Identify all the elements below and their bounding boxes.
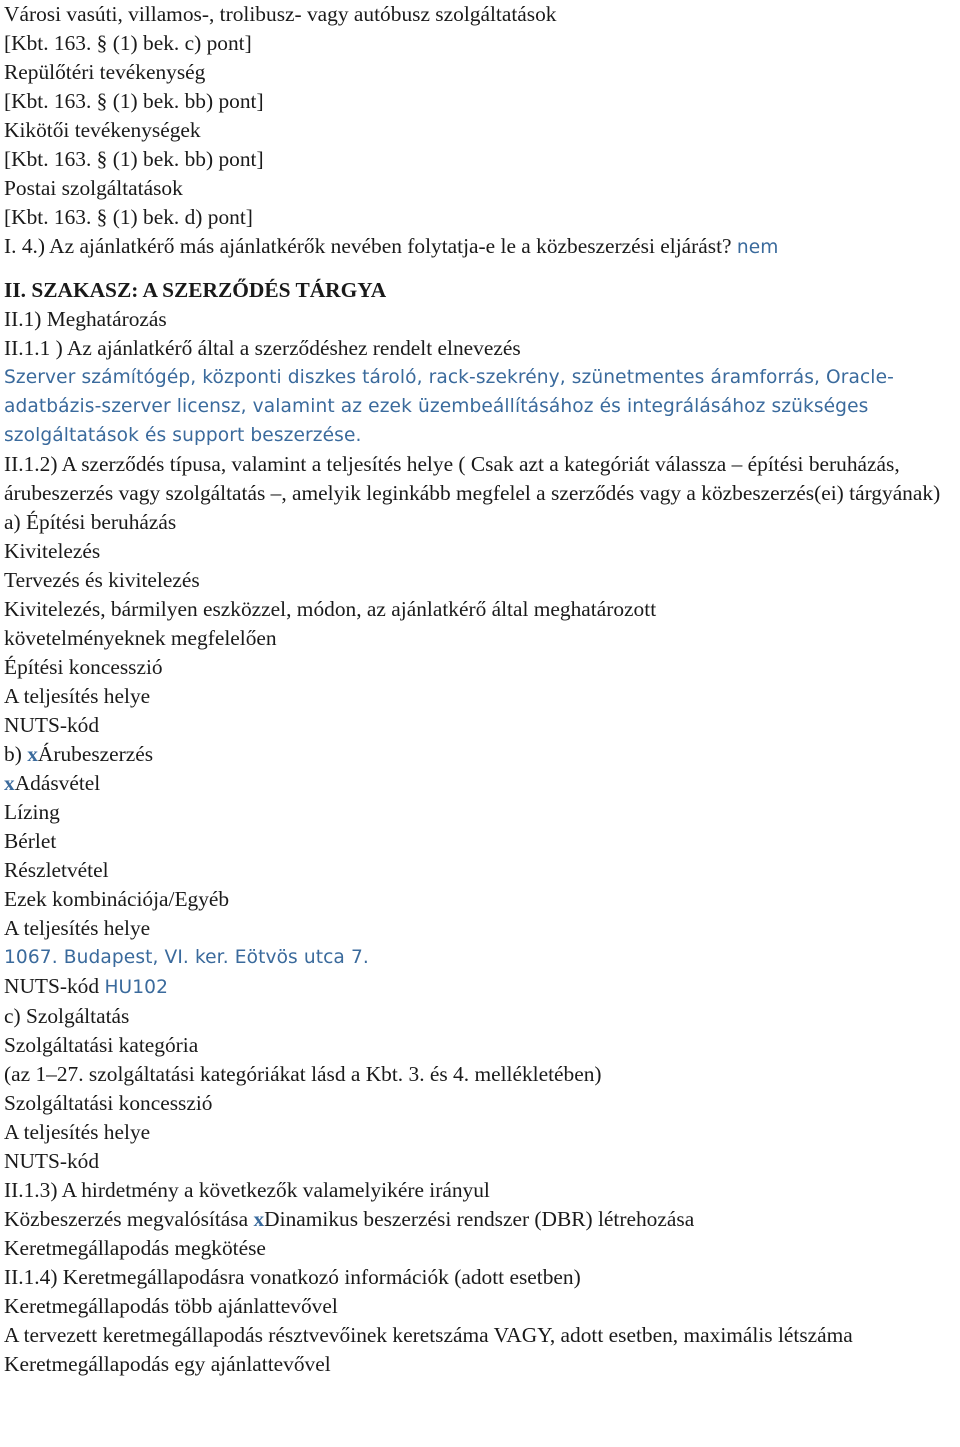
section-heading: II. SZAKASZ: A SZERZŐDÉS TÁRGYA (4, 278, 387, 302)
text-line: (az 1–27. szolgáltatási kategóriákat lásd a Kbt. 3. és 4. mellékletében) (4, 1062, 602, 1086)
option-item: Ezek kombinációja/Egyéb (4, 887, 230, 911)
field-label: II.1.1 ) Az ajánlatkérő által a szerződéshez rendelt elnevezés (4, 336, 521, 360)
option-item: Részletvétel (4, 858, 109, 882)
option-label: Adásvétel (14, 771, 101, 795)
option-item: Kivitelezés, bármilyen eszközzel, módon, az ajánlatkérő által meghatározott (4, 597, 657, 621)
option-item: Keretmegállapodás egy ajánlattevővel (4, 1352, 331, 1376)
text-line: [Kbt. 163. § (1) bek. c) pont] (4, 31, 252, 55)
field-label: II.1.2) A szerződés típusa, valamint a teljesítés helye ( Csak azt a kategóriát válassza – építési beruházás, árubeszerzés vagy szolgáltatás –, amelyik leginkább megfelel a szerződés vagy a közbeszerzés(ei) tárgyának) (4, 452, 941, 505)
option-item: Kivitelezés (4, 539, 101, 563)
text-line: Városi vasúti, villamos-, trolibusz- vagy autóbusz szolgáltatások (4, 2, 557, 26)
text-line: [Kbt. 163. § (1) bek. d) pont] (4, 205, 253, 229)
field-label: Szolgáltatási kategória (4, 1033, 199, 1057)
check-mark: x (253, 1207, 265, 1231)
answer-value: nem (736, 237, 779, 258)
question-text: I. 4.) Az ajánlatkérő más ajánlatkérők nevében folytatja-e le a közbeszerzési eljárást? (4, 234, 732, 258)
field-label: NUTS-kód (4, 974, 100, 998)
field-label: A teljesítés helye (4, 684, 151, 708)
text-line: [Kbt. 163. § (1) bek. bb) pont] (4, 89, 264, 113)
option-item: Lízing (4, 800, 60, 824)
text-line: [Kbt. 163. § (1) bek. bb) pont] (4, 147, 264, 171)
option-heading (4, 740, 956, 769)
option-item: Keretmegállapodás több ajánlattevővel (4, 1294, 338, 1318)
address-value: 1067. Budapest, VI. ker. Eötvös utca 7. (4, 947, 369, 968)
text-line: A tervezett keretmegállapodás résztvevőinek keretszáma VAGY, adott esetben, maximális létszáma (4, 1323, 853, 1347)
option-item: követelményeknek megfelelően (4, 626, 277, 650)
option-item: Építési koncesszió (4, 655, 163, 679)
field-label: A teljesítés helye (4, 1120, 151, 1144)
option-heading: a) Építési beruházás (4, 510, 177, 534)
field-label: NUTS-kód (4, 713, 100, 737)
nuts-code-value: HU102 (104, 977, 169, 998)
text-line: Postai szolgáltatások (4, 176, 183, 200)
option-item (4, 769, 956, 798)
option-label: Közbeszerzés megvalósítása (4, 1207, 249, 1231)
field-value-title: Szerver számítógép, központi diszkes tároló, rack-szekrény, szünetmentes áramforrás, Oracle-adatbázis-szerver licensz, valamint az ezek üzembeállításához és integrálásához szükséges szolgáltatások és support beszerzése. (4, 367, 894, 446)
field-label: II.1.3) A hirdetmény a következők valamelyikére irányul (4, 1178, 490, 1202)
option-item: Bérlet (4, 829, 57, 853)
option-heading: c) Szolgáltatás (4, 1004, 130, 1028)
field-label: A teljesítés helye (4, 916, 151, 940)
text-line: Kikötői tevékenységek (4, 118, 201, 142)
option-item: Keretmegállapodás megkötése (4, 1236, 266, 1260)
option-prefix: b) (4, 742, 22, 766)
check-mark: x (27, 742, 38, 766)
option-item: Tervezés és kivitelezés (4, 568, 200, 592)
check-mark: x (4, 771, 15, 795)
option-item: Szolgáltatási koncesszió (4, 1091, 213, 1115)
option-label: Dinamikus beszerzési rendszer (DBR) létrehozása (264, 1207, 695, 1231)
text-line: Repülőtéri tevékenység (4, 60, 206, 84)
subsection-heading: II.1) Meghatározás (4, 307, 167, 331)
field-label: NUTS-kód (4, 1149, 100, 1173)
field-label: II.1.4) Keretmegállapodásra vonatkozó információk (adott esetben) (4, 1265, 581, 1289)
nuts-line (4, 972, 956, 1002)
option-label: Árubeszerzés (37, 742, 154, 766)
question-line (4, 232, 956, 262)
option-item (4, 1205, 956, 1234)
